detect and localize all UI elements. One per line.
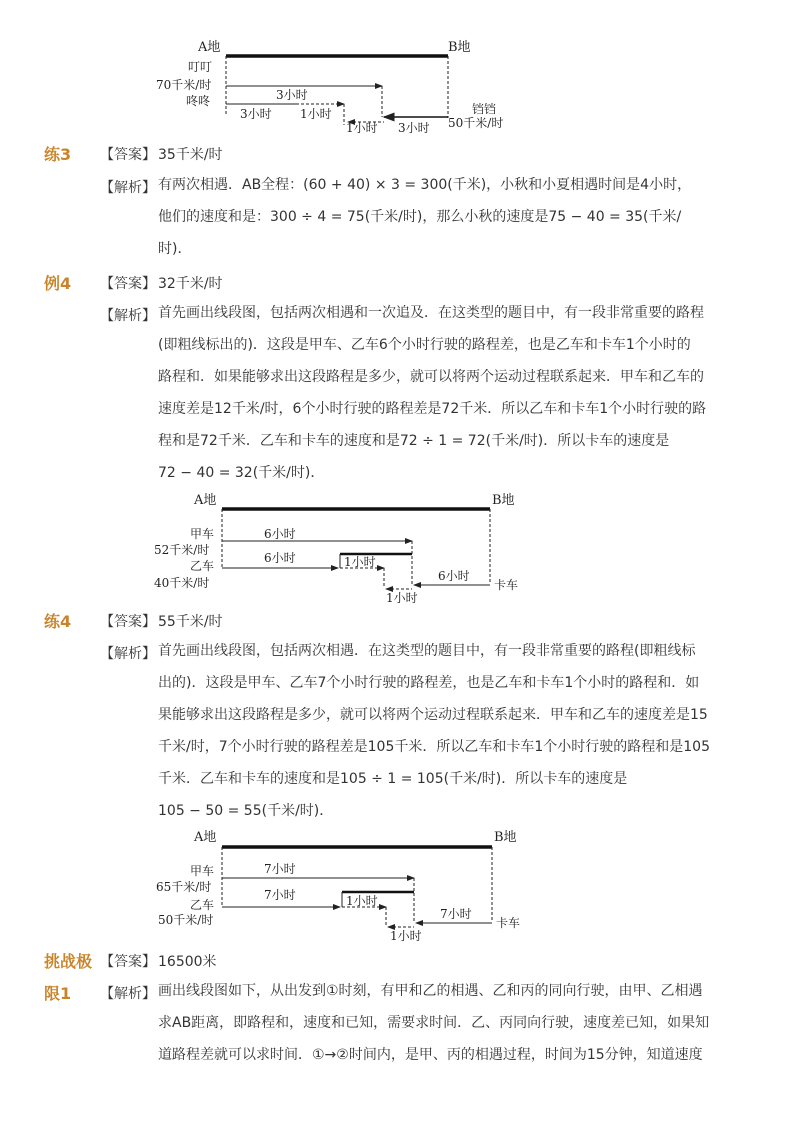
fig2-point-a: A地 (194, 493, 217, 508)
fig3-label-truck: 卡车 (496, 916, 521, 930)
fig1-seg-1h-a: 1小时 (300, 107, 332, 121)
fig2-seg-6h-c: 6小时 (438, 569, 470, 583)
analysis-text: 首先画出线段图，包括两次相遇．在这类型的题目中，有一段非常重要的路程(即粗线标 出的)．这段是甲车、乙车7个小时行驶的路程差，也是乙车和卡车1个小时的路程和．如 果能够求出这段路程是多少，就可以将两个运动过程联系起来．甲车和乙车的速度差是15 千米/时，7个小时行驶的路程差是105千米．所以乙车和卡车1个小时行驶的路程和是105 千米．乙车和卡车的速度和是105 ÷ 1 = 105(千米/时)．所以卡车的速度是 105 − 50 = 55(千米/时)． (158, 643, 710, 819)
fig3-seg-1h-a: 1小时 (346, 894, 378, 908)
fig3-label-speed-65: 65千米/时 (156, 880, 212, 894)
section-tag: 挑战极 (44, 952, 93, 971)
fig3-point-a: A地 (194, 830, 217, 845)
fig3-label-speed-50: 50千米/时 (158, 913, 214, 927)
section-tag: 例4 (44, 274, 72, 293)
analysis-text: 画出线段图如下，从出发到①时刻，有甲和乙的相遇、乙和丙的同向行驶，由甲、乙相遇 求AB距离，即路程和，速度和已知，需要求时间．乙、丙同向行驶，速度差已知，如果知 道路程差就可以求时间．①→②时间内，是甲、丙的相遇过程，时间为15分钟，知道速度 (158, 983, 710, 1063)
fig1-seg-3h-top: 3小时 (276, 88, 308, 102)
fig1-seg-3h-bottom: 3小时 (240, 107, 272, 121)
fig3-seg-1h-b: 1小时 (390, 929, 422, 943)
fig1-seg-1h-b: 1小时 (346, 121, 378, 135)
fig3-label-car-b: 乙车 (190, 898, 215, 912)
analysis-label: 【解析】 (100, 646, 156, 662)
fig2-seg-1h-a: 1小时 (344, 555, 376, 569)
fig1-label-dongdong: 咚咚 (186, 94, 211, 108)
fig2-seg-6h-b: 6小时 (264, 551, 296, 565)
fig1-label-speed-50: 50千米/时 (448, 116, 504, 130)
fig2-label-speed-40: 40千米/时 (154, 576, 210, 590)
analysis-text: 首先画出线段图，包括两次相遇和一次追及．在这类型的题目中，有一段非常重要的路程 (即粗线标出的)．这段是甲车、乙车6个小时行驶的路程差，也是乙车和卡车1个小时的 路程和．如果能够求出这段路程是多少，就可以将两个运动过程联系起来．甲车和乙车的 速度差是12千米/时，6个小时行驶的路程差是72千米．所以乙车和卡车1个小时行驶的路 程和是72千米．乙车和卡车的速度和是72 ÷ 1 = 72(千米/时)．所以卡车的速度是 72 − 40 = 32(千米/时)． (158, 305, 707, 481)
section-tag: 练3 (44, 145, 72, 164)
fig2-seg-1h-b: 1小时 (386, 591, 418, 605)
line-diagram-2 (150, 488, 530, 606)
analysis-label: 【解析】 (100, 180, 156, 196)
line-diagram-1 (150, 35, 530, 140)
section-tag: 练4 (44, 612, 72, 631)
fig3-seg-7h-c: 7小时 (440, 907, 472, 921)
line-diagram-3 (150, 825, 530, 943)
answer-label: 【答案】 (100, 954, 156, 970)
fig1-label-dangdang: 铛铛 (472, 102, 497, 116)
analysis-label: 【解析】 (100, 986, 156, 1002)
fig3-label-car-a: 甲车 (190, 864, 215, 878)
fig2-label-car-a: 甲车 (190, 527, 215, 541)
answer-label: 【答案】 (100, 614, 156, 630)
answer-value: 32千米/时 (158, 276, 223, 292)
fig2-seg-6h-a: 6小时 (264, 527, 296, 541)
analysis-text: 有两次相遇．AB全程：(60 + 40) × 3 = 300(千米)，小秋和小夏相遇时间是4小时， 他们的速度和是：300 ÷ 4 = 75(千米/时)，那么小秋的速度是75 − 40 = 35(千米/ 时)． (158, 177, 692, 257)
fig1-point-a: A地 (198, 40, 221, 55)
answer-label: 【答案】 (100, 276, 156, 292)
answer-value: 55千米/时 (158, 614, 223, 630)
analysis-label: 【解析】 (100, 308, 156, 324)
fig3-seg-7h-a: 7小时 (264, 862, 296, 876)
fig2-label-car-b: 乙车 (190, 559, 215, 573)
answer-value: 35千米/时 (158, 147, 223, 163)
section-tag-continued: 限1 (44, 984, 72, 1003)
fig1-seg-3h-right: 3小时 (398, 121, 430, 135)
answer-label: 【答案】 (100, 147, 156, 163)
fig1-point-b: B地 (448, 40, 471, 55)
fig3-seg-7h-b: 7小时 (264, 888, 296, 902)
fig2-label-truck: 卡车 (494, 578, 519, 592)
fig2-point-b: B地 (492, 493, 515, 508)
fig1-label-dingding: 叮叮 (188, 60, 213, 74)
fig2-label-speed-52: 52千米/时 (154, 543, 210, 557)
fig3-point-b: B地 (494, 830, 517, 845)
answer-value: 16500米 (158, 954, 217, 970)
fig1-label-speed-70: 70千米/时 (156, 78, 212, 92)
